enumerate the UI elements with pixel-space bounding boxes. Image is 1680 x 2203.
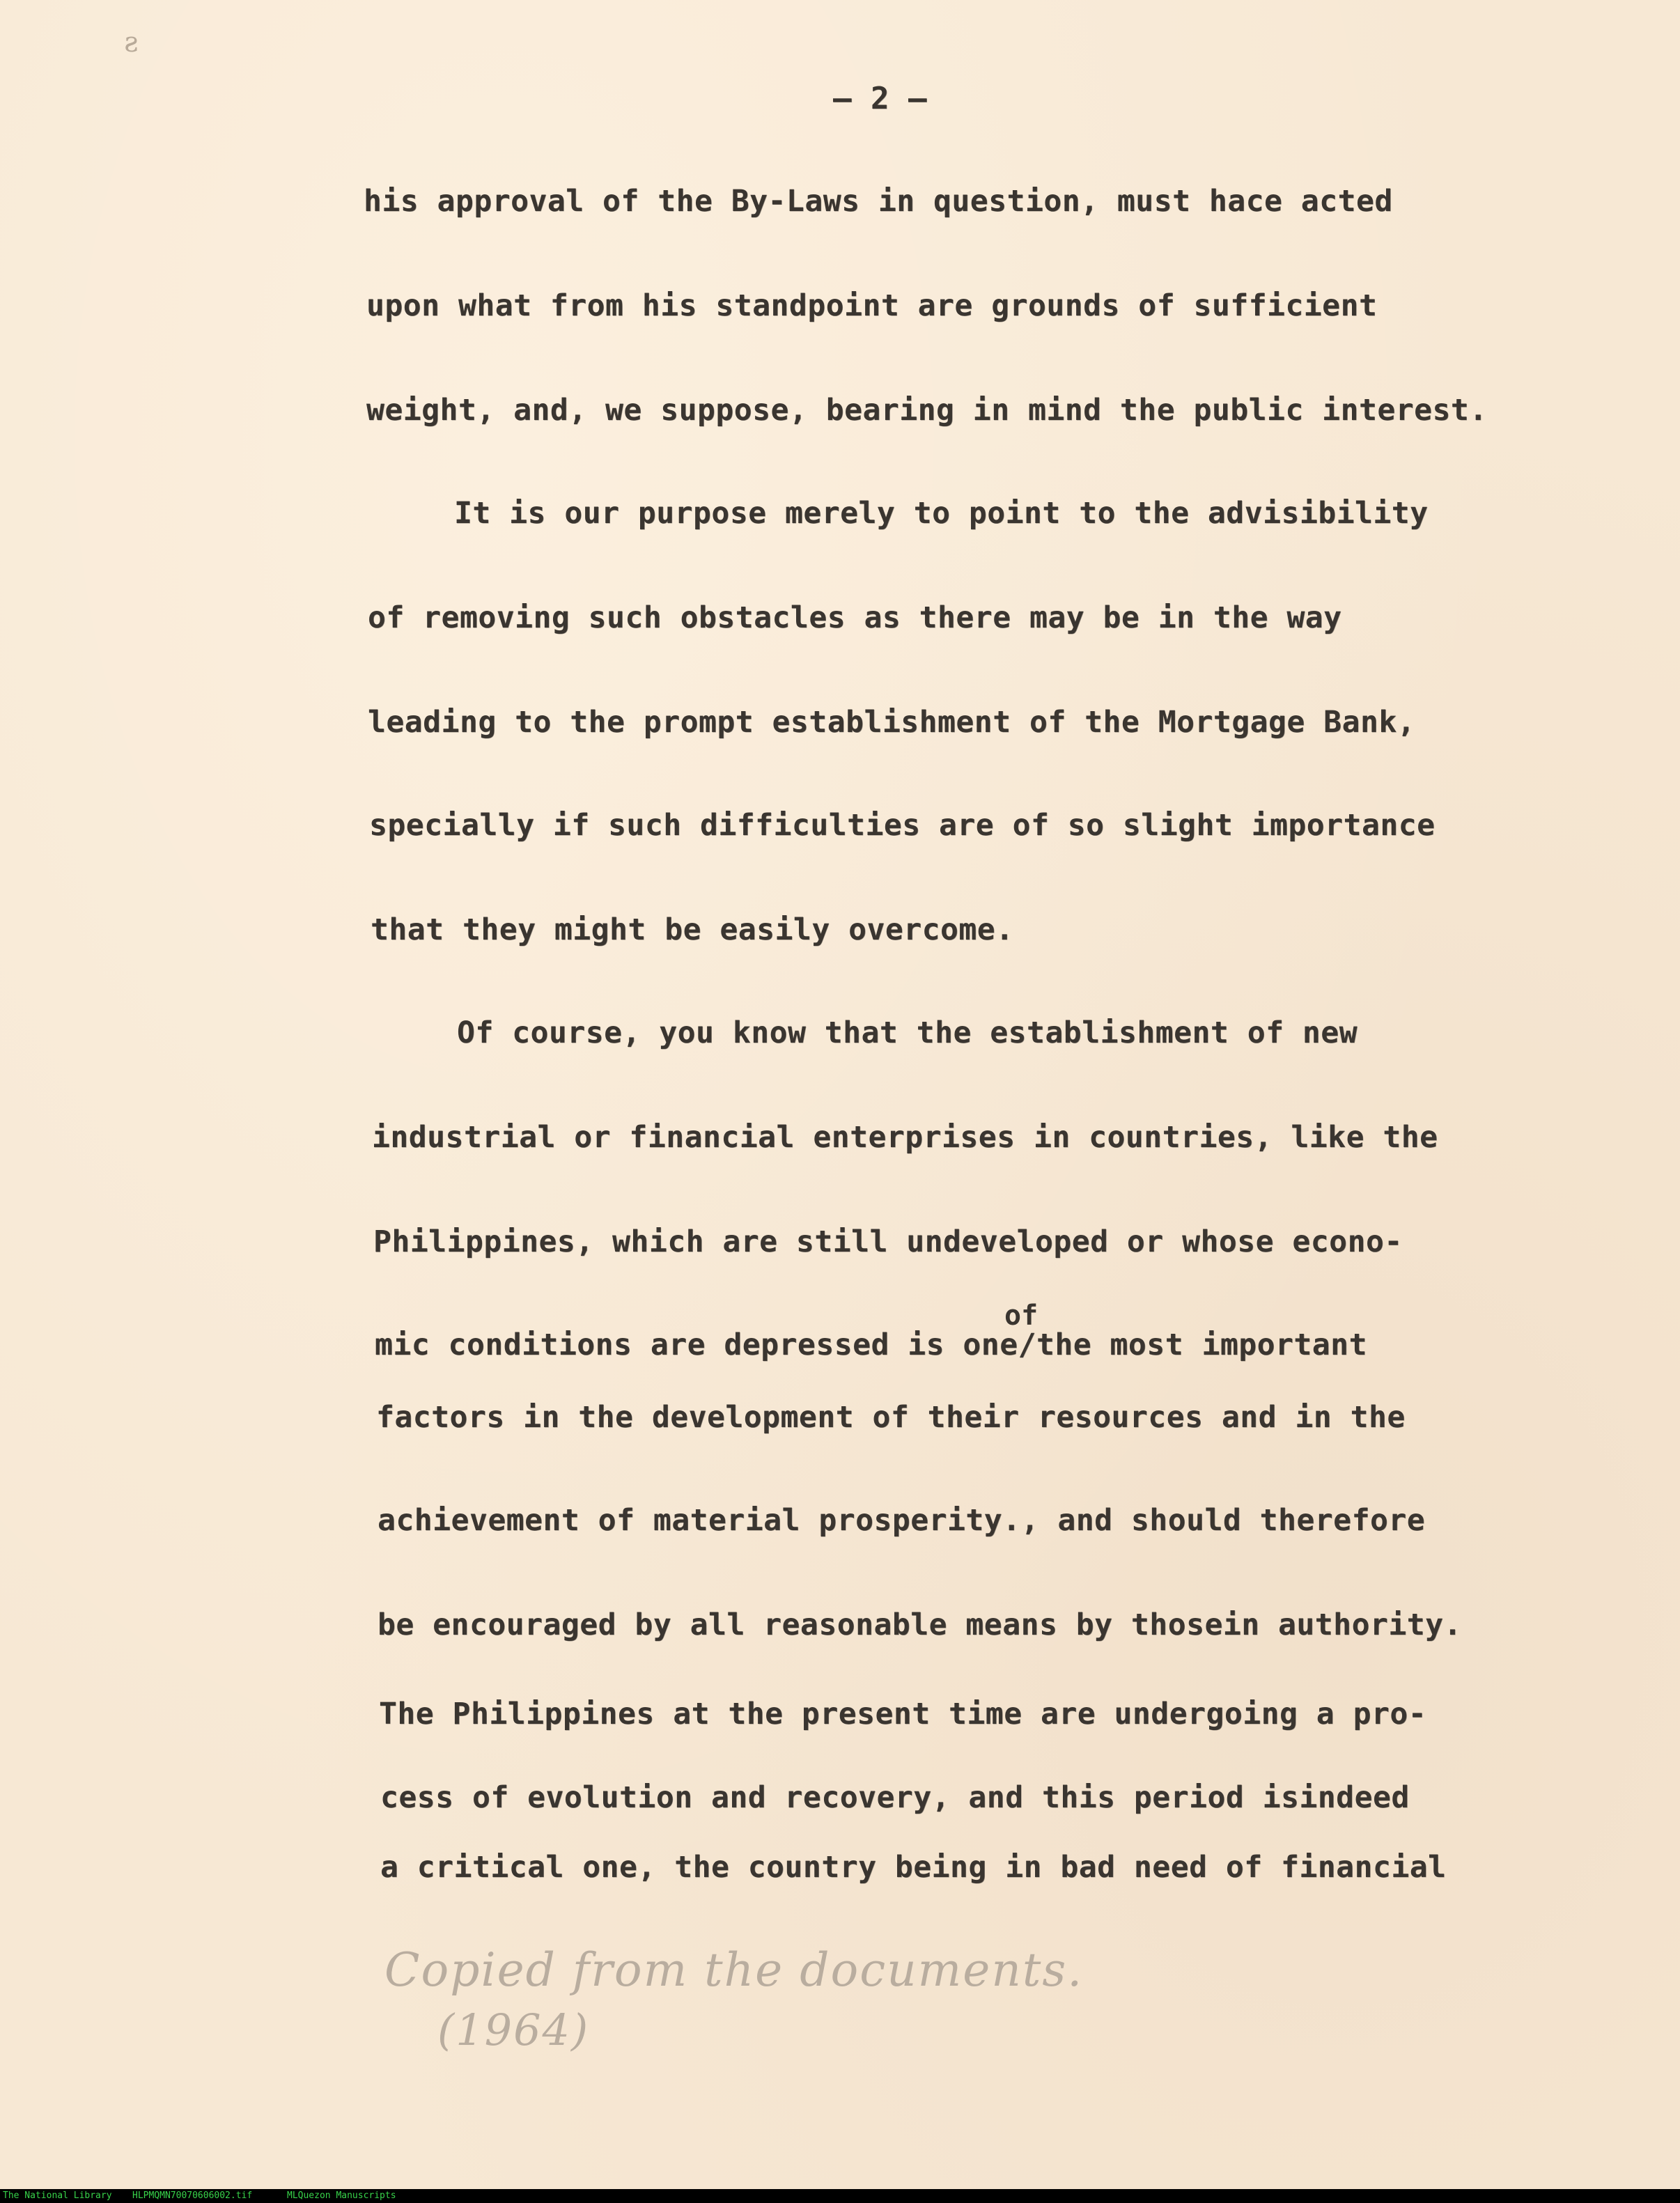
text-line: Philippines, which are still undeveloped or whose econo- — [373, 1224, 1403, 1259]
text-line: cess of evolution and recovery, and this period isindeed — [380, 1780, 1410, 1815]
text-line: achievement of material prosperity., and should therefore — [378, 1503, 1426, 1538]
text-line: industrial or financial enterprises in countries, like the — [372, 1120, 1438, 1155]
text-line: a critical one, the country being in bad need of financial — [380, 1850, 1447, 1885]
text-line: his approval of the By-Laws in question, must hace acted — [364, 184, 1393, 219]
handwritten-note: Copied from the documents. — [384, 1943, 1084, 1997]
pencil-mark: ƨ — [124, 26, 139, 59]
text-line: weight, and, we suppose, bearing in mind the public interest. — [366, 393, 1488, 428]
text-line: mic conditions are depressed is one/the most important — [375, 1328, 1367, 1362]
text-line: Of course, you know that the establishment of new — [457, 1015, 1358, 1050]
footer-library: The National Library — [3, 2190, 112, 2201]
interlinear-insertion: of — [1004, 1300, 1039, 1332]
footer-collection: MLQuezon Manuscripts — [287, 2190, 396, 2201]
text-line: that they might be easily overcome. — [371, 912, 1014, 947]
text-line: factors in the development of their resources and in the — [376, 1400, 1406, 1435]
text-line: The Philippines at the present time are undergoing a pro- — [379, 1697, 1427, 1731]
footer-file-name: HLPMQMN70070606002.tif — [132, 2190, 253, 2201]
text-line: of removing such obstacles as there may be in the way — [368, 600, 1342, 635]
text-line: be encouraged by all reasonable means by thosein authority. — [378, 1608, 1462, 1642]
handwritten-year: (1964) — [437, 2005, 590, 2055]
text-line: It is our purpose merely to point to the advisibility — [454, 496, 1429, 531]
text-line: upon what from his standpoint are grounds of sufficient — [366, 288, 1378, 323]
page-number: — 2 — — [833, 81, 927, 116]
scan-footer — [0, 2189, 1680, 2203]
text-line: specially if such difficulties are of so slight importance — [369, 808, 1436, 843]
text-line: leading to the prompt establishment of the Mortgage Bank, — [368, 705, 1416, 740]
